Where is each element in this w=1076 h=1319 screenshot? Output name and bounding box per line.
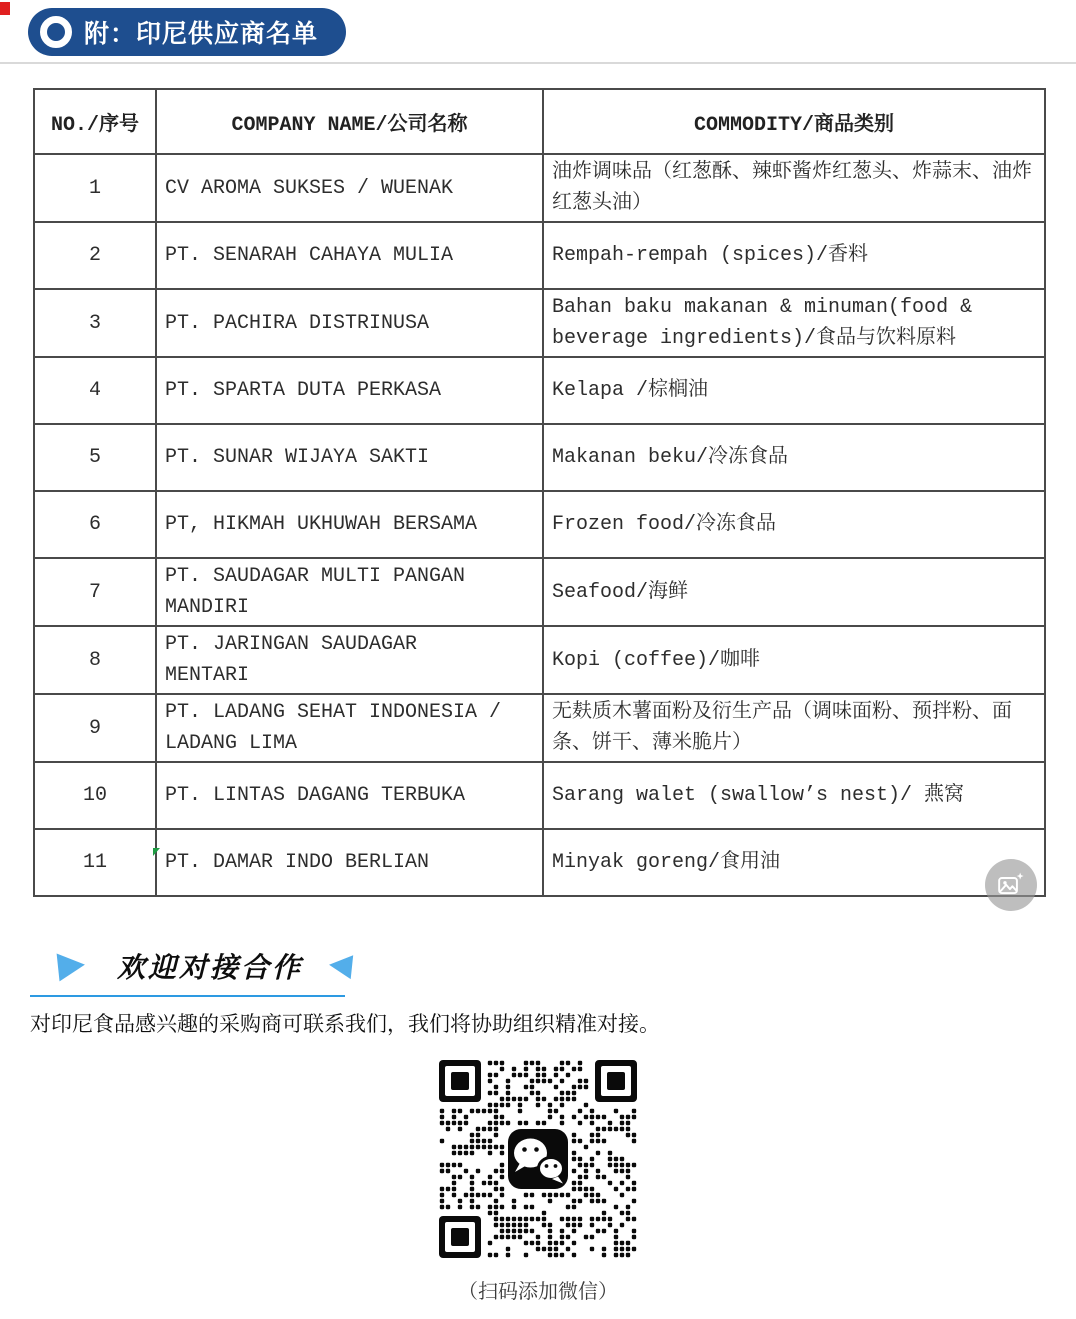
row-no: 3: [34, 289, 156, 357]
column-header-company: COMPANY NAME/公司名称: [156, 89, 543, 154]
row-commodity: 油炸调味品（红葱酥、辣虾酱炸红葱头、炸蒜末、油炸红葱头油）: [543, 154, 1045, 222]
row-commodity: Seafood/海鲜: [543, 558, 1045, 626]
image-search-button[interactable]: [985, 859, 1037, 911]
row-no: 6: [34, 491, 156, 558]
row-commodity: Sarang walet (swallow’s nest)/ 燕窝: [543, 762, 1045, 829]
qr-image: [436, 1057, 640, 1261]
row-commodity: Frozen food/冷冻食品: [543, 491, 1045, 558]
table-row: [34, 357, 1045, 424]
table-row: [34, 154, 1045, 222]
column-header-no: NO./序号: [34, 89, 156, 154]
contact-text: 对印尼食品感兴趣的采购商可联系我们，我们将协助组织精准对接。: [30, 1013, 660, 1036]
row-no: 7: [34, 558, 156, 626]
row-company: PT, HIKMAH UKHUWAH BERSAMA: [156, 491, 543, 558]
table-header-row: [34, 89, 1045, 154]
triangle-right-icon: [57, 951, 87, 982]
table-row: [34, 558, 1045, 626]
section-title: 欢迎对接合作: [117, 952, 304, 983]
wechat-qr-code: [436, 1057, 640, 1266]
row-company: PT. PACHIRA DISTRINUSA: [156, 289, 543, 357]
table-row: [34, 829, 1045, 896]
row-commodity: Minyak goreng/食用油: [543, 829, 1045, 896]
column-header-commodity: COMMODITY/商品类别: [543, 89, 1045, 154]
section-banner: [28, 8, 346, 56]
row-commodity: Rempah-rempah (spices)/香料: [543, 222, 1045, 289]
table-row: [34, 694, 1045, 762]
row-no: 2: [34, 222, 156, 289]
row-no: 1: [34, 154, 156, 222]
row-company: PT. DAMAR INDO BERLIAN: [156, 829, 543, 896]
row-commodity: Makanan beku/冷冻食品: [543, 424, 1045, 491]
section-heading: [58, 946, 1076, 986]
heading-underline: [30, 995, 345, 997]
row-commodity: Kopi (coffee)/咖啡: [543, 626, 1045, 694]
table-row: [34, 626, 1045, 694]
table-row: [34, 424, 1045, 491]
red-corner-marker: [0, 2, 10, 15]
table-row: [34, 491, 1045, 558]
row-company: CV AROMA SUKSES / WUENAK: [156, 154, 543, 222]
row-company: PT. LINTAS DAGANG TERBUKA: [156, 762, 543, 829]
row-no: 9: [34, 694, 156, 762]
row-no: 11: [34, 829, 156, 896]
divider: [0, 62, 1076, 64]
table-row: [34, 762, 1045, 829]
image-search-icon: [997, 871, 1025, 899]
green-cell-marker: [153, 848, 160, 856]
supplier-table: [33, 88, 1046, 897]
row-no: 4: [34, 357, 156, 424]
row-company: PT. LADANG SEHAT INDONESIA / LADANG LIMA: [156, 694, 543, 762]
row-no: 8: [34, 626, 156, 694]
table-row: [34, 222, 1045, 289]
row-company: PT. SPARTA DUTA PERKASA: [156, 357, 543, 424]
row-company: PT. SAUDAGAR MULTI PANGAN MANDIRI: [156, 558, 543, 626]
row-company: PT. JARINGAN SAUDAGAR MENTARI: [156, 626, 543, 694]
row-commodity: Bahan baku makanan & minuman(food & beverage ingredients)/食品与饮料原料: [543, 289, 1045, 357]
row-company: PT. SENARAH CAHAYA MULIA: [156, 222, 543, 289]
table-row: [34, 289, 1045, 357]
qr-caption: （扫码添加微信）: [458, 1281, 618, 1303]
triangle-left-icon: [328, 953, 353, 979]
row-company: PT. SUNAR WIJAYA SAKTI: [156, 424, 543, 491]
row-no: 10: [34, 762, 156, 829]
row-no: 5: [34, 424, 156, 491]
row-commodity: 无麸质木薯面粉及衍生产品（调味面粉、预拌粉、面条、饼干、薄米脆片）: [543, 694, 1045, 762]
row-commodity: Kelapa /棕榈油: [543, 357, 1045, 424]
circle-ring-icon: [40, 16, 72, 48]
page-title: 附：印尼供应商名单: [84, 20, 319, 48]
